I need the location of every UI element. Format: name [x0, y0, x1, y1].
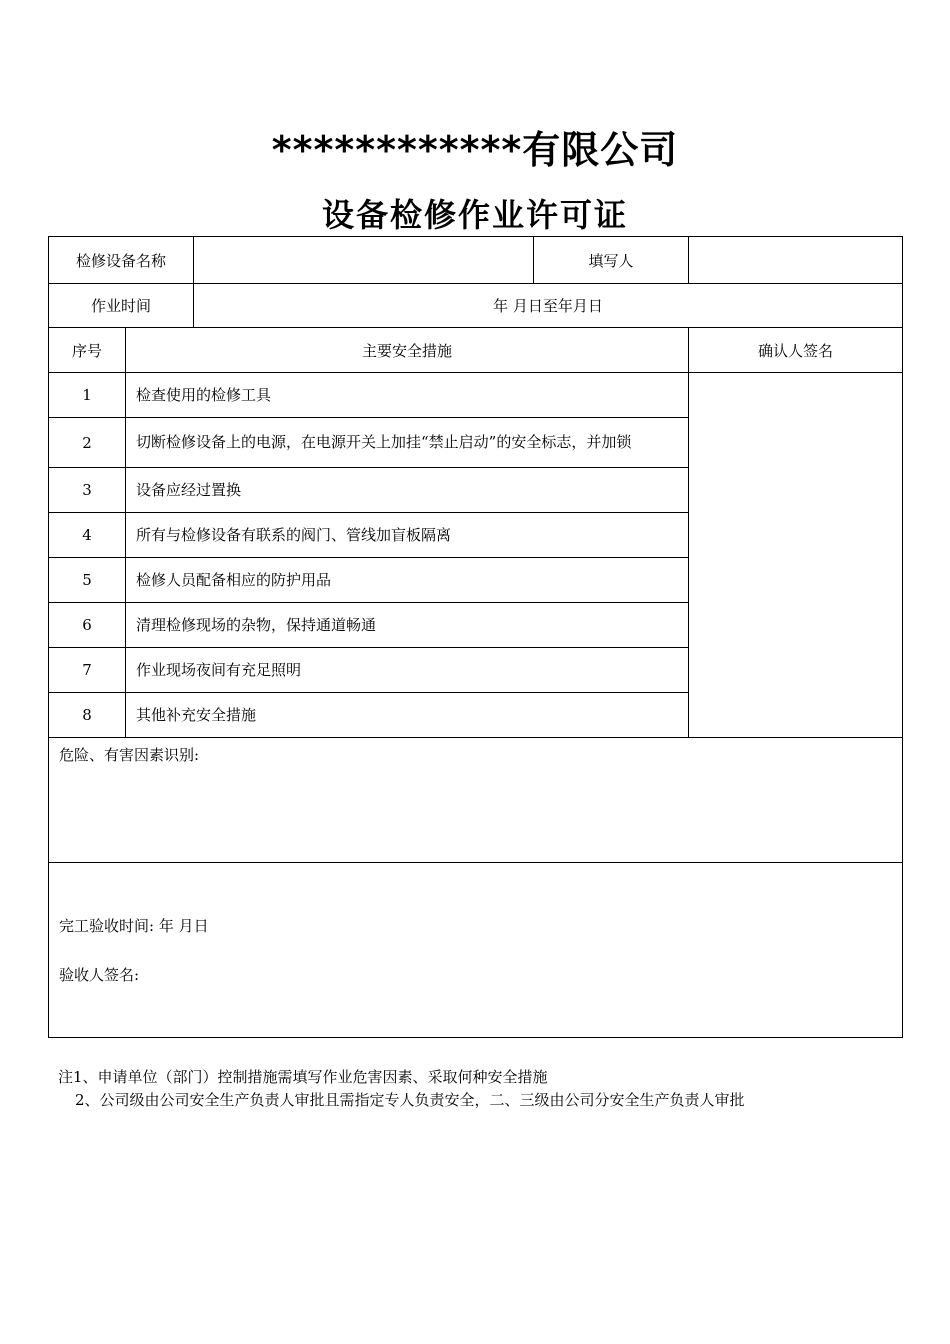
acceptance-field[interactable]: [49, 863, 903, 1038]
acceptance-time-label: 完工验收时间: 年 月日: [59, 917, 209, 935]
footnotes: [58, 1066, 918, 1112]
measure-number: 1: [49, 373, 126, 418]
footnote-2: 2、公司级由公司安全生产负责人审批且需指定专人负责安全，二、三级由公司分安全生产负责人审批: [75, 1091, 745, 1109]
filler-label: 填写人: [534, 237, 689, 284]
hazard-identification-label: 危险、有害因素识别:: [59, 746, 200, 764]
measure-number: 6: [49, 603, 126, 648]
measure-number: 7: [49, 648, 126, 693]
measure-number: 2: [49, 418, 126, 468]
measure-text: 切断检修设备上的电源，在电源开关上加挂“禁止启动”的安全标志，并加锁: [126, 418, 689, 468]
measure-row: [49, 373, 903, 418]
measure-text: 所有与检修设备有联系的阀门、管线加盲板隔离: [126, 513, 689, 558]
confirm-signature-field[interactable]: [689, 373, 903, 738]
seq-column-header: 序号: [49, 328, 126, 373]
equipment-name-row: [49, 237, 903, 284]
measure-text: 作业现场夜间有充足照明: [126, 648, 689, 693]
footnote-1: 注1、申请单位（部门）控制措施需填写作业危害因素、采取何种安全措施: [58, 1068, 548, 1086]
acceptance-row: [49, 863, 903, 1038]
permit-form-table: [48, 236, 903, 1038]
filler-field[interactable]: [689, 237, 903, 284]
measures-column-header: 主要安全措施: [126, 328, 689, 373]
work-time-row: [49, 284, 903, 328]
work-time-label: 作业时间: [49, 284, 194, 328]
measure-text: 检修人员配备相应的防护用品: [126, 558, 689, 603]
hazard-row: [49, 738, 903, 863]
measure-number: 5: [49, 558, 126, 603]
work-time-field[interactable]: 年 月日至年月日: [194, 284, 903, 328]
hazard-identification-field[interactable]: [49, 738, 903, 863]
measure-number: 3: [49, 468, 126, 513]
measure-text: 清理检修现场的杂物，保持通道畅通: [126, 603, 689, 648]
measure-text: 检查使用的检修工具: [126, 373, 689, 418]
measure-number: 4: [49, 513, 126, 558]
equipment-name-field[interactable]: [194, 237, 534, 284]
measure-text: 其他补充安全措施: [126, 693, 689, 738]
measure-text: 设备应经过置换: [126, 468, 689, 513]
equipment-name-label: 检修设备名称: [49, 237, 194, 284]
signature-column-header: 确认人签名: [689, 328, 903, 373]
acceptor-signature-label: 验收人签名:: [59, 966, 140, 984]
document-title: 设备检修作业许可证: [321, 196, 628, 234]
measure-number: 8: [49, 693, 126, 738]
company-name: ************有限公司: [271, 128, 679, 172]
measures-header-row: [49, 328, 903, 373]
